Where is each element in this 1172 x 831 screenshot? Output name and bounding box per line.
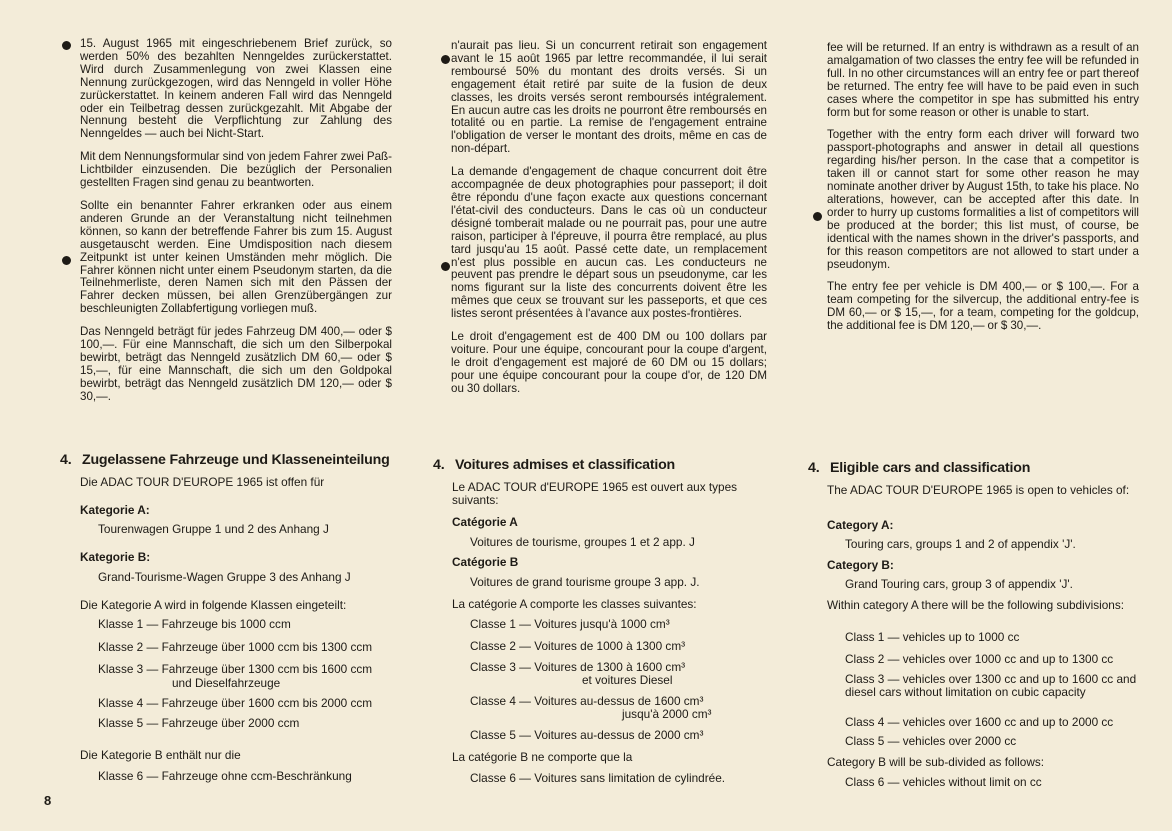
english-class-3: Class 3 — vehicles over 1300 cc and up to 1600 cc and diesel cars without limitation on cubic capacity [845,672,1137,699]
english-category-b-split: Category B will be sub-divided as follows: [827,755,1045,769]
french-class-6: Classe 6 — Voitures sans limitation de cylindrée. [470,771,726,785]
french-class-1: Classe 1 — Voitures jusqu'à 1000 cm³ [470,617,670,631]
french-class-3-cont: et voitures Diesel [582,673,673,687]
french-class-4-cont: jusqu'à 2000 cm³ [622,707,712,721]
english-paragraph: Together with the entry form each driver will forward two passport-photographs and answer in detail all questions regarding his/her person. In the case that a competitor is taken ill or cannot start for some other reason he may nominate another driver by August 15th, to take his place. No alterations, however, can be accepted after this date. In order to hurry up customs formalities a list of competitors will be produced at the border; this list must, of course, be identical with the names shown in the driver's passports, and for this reason competitors are not allowed to start under a pseudonym. [827,128,1139,271]
margin-bullet [441,55,450,64]
french-category-b-label: Catégorie B [452,555,519,569]
heading-text: Zugelassene Fahrzeuge und Klasseneinteilung [82,452,390,468]
french-intro: Le ADAC TOUR d'EUROPE 1965 est ouvert aux types suivants: [452,480,738,507]
german-class-3: Klasse 3 — Fahrzeuge über 1300 ccm bis 1600 ccm [98,662,373,676]
french-paragraph: La demande d'engagement de chaque concurrent doit être accompagnée de deux photographies pour passeport; il doit être répondu d'une façon exacte aux questions concernant l'état-civil des conducteurs. Dans le cas où un conducteur désigné tomberait malade ou ne pourrait pas, pour une autre raison, participer à l'épreuve, il pourra être remplacé, au plus tard jusqu'au 15 août. Passé cette date, un remplacement n'est plus possible en aucun cas. Les conducteurs ne peuvent pas prendre le départ sous un pseudonyme, car les noms figurant sur la liste des concurrents doivent être les mêmes que ceux se trouvant sur les passeports, et que ces listes seront présentées à l'avance aux postes-frontières. [451,165,767,321]
french-category-a-split: La catégorie A comporte les classes suivantes: [452,597,697,611]
german-category-a-split: Die Kategorie A wird in folgende Klassen eingeteilt: [80,598,347,612]
english-intro: The ADAC TOUR D'EUROPE 1965 is open to vehicles of: [827,483,1130,497]
english-category-b-label: Category B: [827,558,894,572]
german-intro: Die ADAC TOUR D'EUROPE 1965 ist offen für [80,475,325,489]
german-paragraph: Mit dem Nennungsformular sind von jedem Fahrer zwei Paß-Lichtbilder einzusenden. Die bezüglich der Personalien gestellten Fragen sind genau zu beantworten. [80,150,392,190]
english-class-5: Class 5 — vehicles over 2000 cc [845,734,1017,748]
german-section-heading [60,452,390,468]
english-class-4: Class 4 — vehicles over 1600 cc and up to 2000 cc [845,715,1114,729]
french-class-4: Classe 4 — Voitures au-dessus de 1600 cm³ [470,694,704,708]
german-paragraph: Sollte ein benannter Fahrer erkranken oder aus einem anderen Grunde an der Veranstaltung nicht teilnehmen können, so kann der betreffende Fahrer bis zum 15. August ausgetauscht werden. Eine Umdisposition nach diesem Zeitpunkt ist unter keinen Umständen mehr möglich. Die Fahrer können nicht unter einem Pseudonym starten, da die Teilnehmerliste, deren Namen sich mit den Pässen der Fahrer decken müssen, bei allen Grenzübergängen zur beschleunigten Zollabfertigung vorliegen muß. [80,198,392,316]
german-category-b-text: Grand-Tourisme-Wagen Gruppe 3 des Anhang J [98,570,351,584]
german-category-b-split: Die Kategorie B enthält nur die [80,748,241,762]
english-category-b-text: Grand Touring cars, group 3 of appendix 'J'. [845,577,1073,591]
english-class-1: Class 1 — vehicles up to 1000 cc [845,630,1020,644]
english-paragraph: The entry fee per vehicle is DM 400,— or $ 100,—. For a team competing for the silvercup, the additional entry-fee is DM 60,— or $ 15,—, for a team, competing for the goldcup, the additional fee is DM 120,— or $ 30,—. [827,280,1139,333]
french-paragraph: n'aurait pas lieu. Si un concurrent retirait son engagement avant le 15 août 1965 par lettre recommandée, il lui serait remboursé 50% du montant des droits versés. Si un engagement était retiré par suite de la fusion de deux classes, les droits versés seront remboursés intégralement. En aucun autre cas les droits ne pourront être remboursés en totalité ou en partie. La remise de l'engagement entraine l'obligation de verser le montant des droits, même en cas de non-départ. [451,39,767,156]
german-paragraph: Das Nenngeld beträgt für jedes Fahrzeug DM 400,— oder $ 100,—. Für eine Mannschaft, die sich um den Silberpokal bewirbt, beträgt das Nenngeld zusätzlich DM 60,— oder $ 15,—, für eine Mannschaft, die sich um den Goldpokal bewirbt, beträgt das Nenngeld zusätzlich DM 120,— oder $ 30,—. [80,325,392,403]
page-number: 8 [44,793,52,808]
german-paragraph: 15. August 1965 mit eingeschriebenem Brief zurück, so werden 50% des bezahlten Nenngeldes zurückerstattet. Wird durch Zusammenlegung von zwei Klassen eine Nennung zurückgezogen, wird das Nenngeld in voller Höhe zurückerstattet. In keinem anderen Fall wird das Nenngeld oder ein Teilbetrag dessen zurückgezahlt. Mit Abgabe der Nennung besteht die Verpflichtung zur Zahlung des Nenngeldes — auch bei Nicht-Start. [80,37,392,141]
french-category-b-split: La catégorie B ne comporte que la [452,750,633,764]
english-class-6: Class 6 — vehicles without limit on cc [845,775,1042,789]
german-class-2: Klasse 2 — Fahrzeuge über 1000 ccm bis 1300 ccm [98,640,373,654]
german-column [80,38,392,414]
margin-bullet [62,41,71,50]
english-category-a-text: Touring cars, groups 1 and 2 of appendix 'J'. [845,537,1076,551]
french-paragraph: Le droit d'engagement est de 400 DM ou 100 dollars par voiture. Pour une équipe, concourant pour la coupe d'argent, le droit d'engagement est majoré de 60 DM ou 15 dollars; pour une équipe concourant pour la coupe d'or, de 120 DM ou 30 dollars. [451,330,767,395]
french-column [451,40,767,406]
margin-bullet [813,212,822,221]
english-paragraph: fee will be returned. If an entry is withdrawn as a result of an amalgamation of two classes the entry fee will be refunded in full. In no other circumstances will an entry fee or part thereof be returned. The entry fee will have to be paid even in such cases where the competitor in spe has submitted his entry form but for some reason or other is unable to start. [827,41,1139,119]
margin-bullet [62,256,71,265]
english-class-2: Class 2 — vehicles over 1000 cc and up to 1300 cc [845,652,1114,666]
heading-number: 4. [433,457,445,473]
heading-number: 4. [60,452,72,468]
german-class-5: Klasse 5 — Fahrzeuge über 2000 ccm [98,716,300,730]
german-class-4: Klasse 4 — Fahrzeuge über 1600 ccm bis 2000 ccm [98,696,373,710]
english-category-a-split: Within category A there will be the following subdivisions: [827,598,1125,612]
english-section-heading [808,460,1030,476]
german-class-1: Klasse 1 — Fahrzeuge bis 1000 ccm [98,617,291,631]
german-category-a-text: Tourenwagen Gruppe 1 und 2 des Anhang J [98,522,329,536]
heading-text: Voitures admises et classification [455,457,676,473]
french-section-heading [433,457,675,473]
german-class-3-cont: und Dieselfahrzeuge [172,676,281,690]
french-class-3: Classe 3 — Voitures de 1300 à 1600 cm³ [470,660,686,674]
heading-text: Eligible cars and classification [830,460,1031,476]
german-category-b-label: Kategorie B: [80,550,151,564]
french-category-a-label: Catégorie A [452,515,518,529]
french-category-b-text: Voitures de grand tourisme groupe 3 app. J. [470,575,700,589]
german-category-a-label: Kategorie A: [80,503,150,517]
heading-number: 4. [808,460,820,476]
french-class-2: Classe 2 — Voitures de 1000 à 1300 cm³ [470,639,686,653]
french-class-5: Classe 5 — Voitures au-dessus de 2000 cm³ [470,728,704,742]
english-category-a-label: Category A: [827,518,894,532]
english-column [827,42,1139,343]
margin-bullet [441,262,450,271]
french-category-a-text: Voitures de tourisme, groupes 1 et 2 app. J [470,535,695,549]
german-class-6: Klasse 6 — Fahrzeuge ohne ccm-Beschränkung [98,769,352,783]
